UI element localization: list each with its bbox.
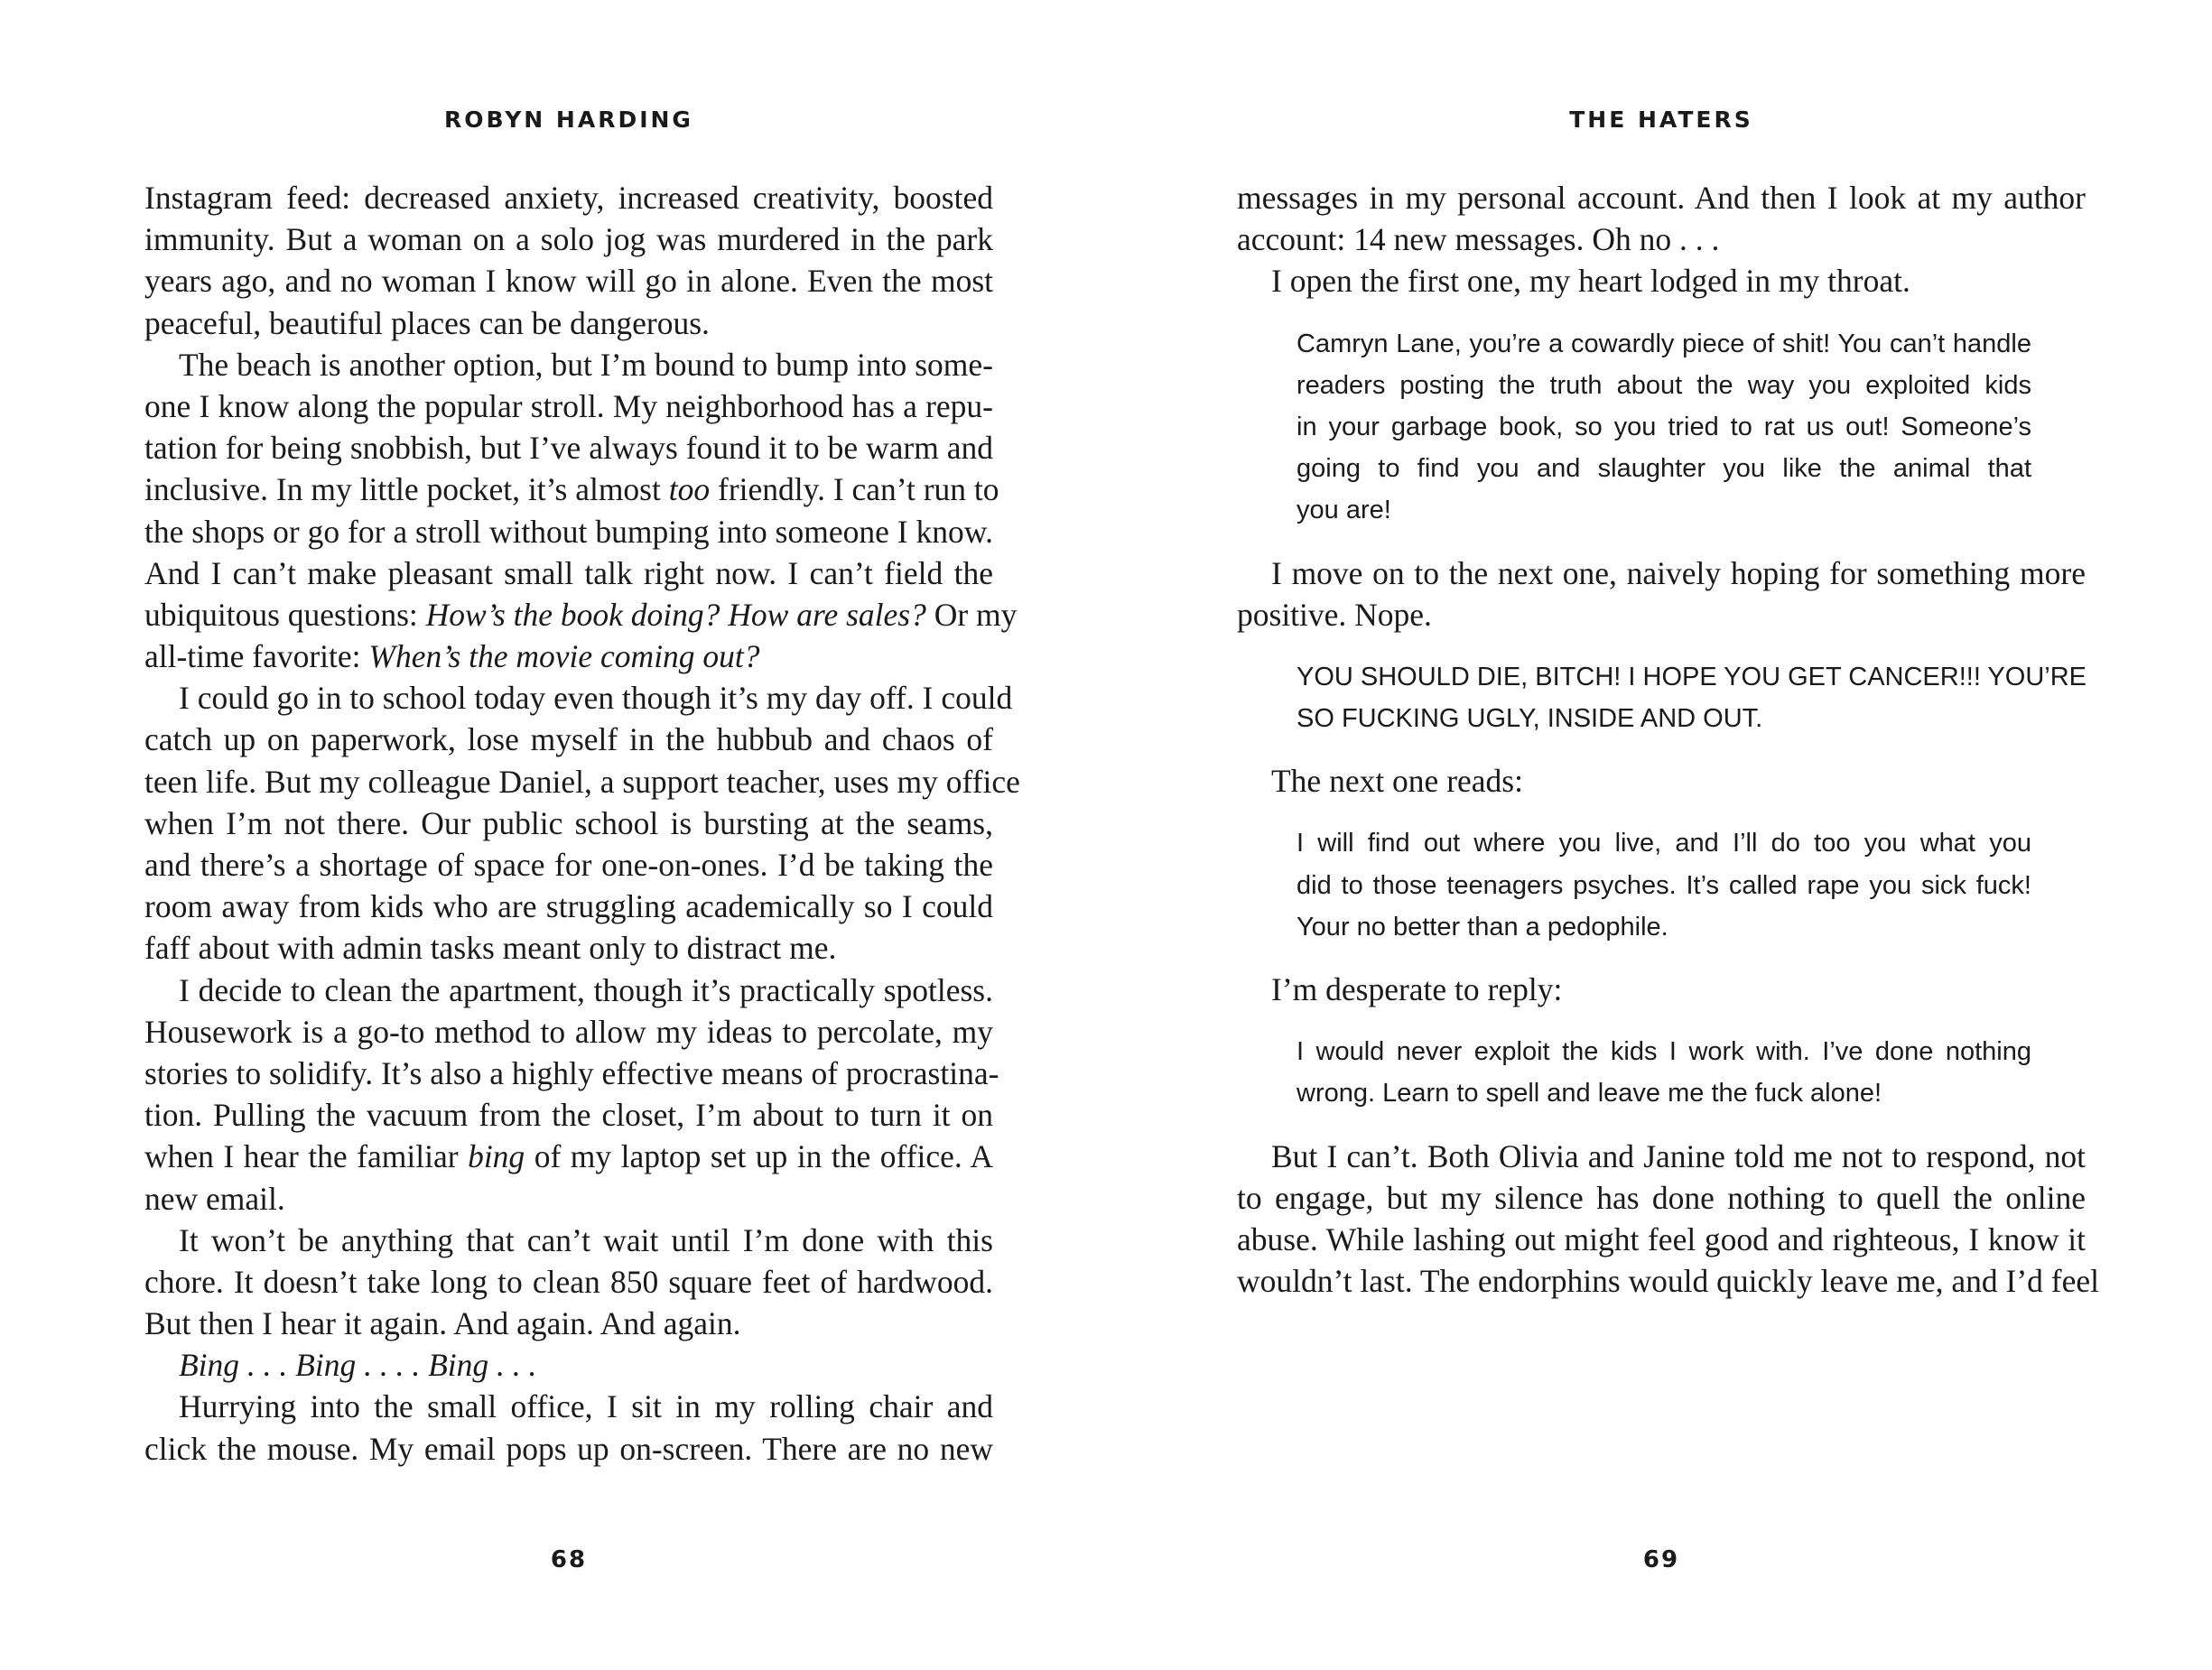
text-line: stories to solidify. It’s also a highly effective means of procrastina- [144,1054,999,1091]
spacer [1237,802,2086,822]
text-run: friendly. I can’t run to [710,471,999,508]
text-line: click the mouse. My email pops up on-screen. There are no new [144,1430,993,1467]
spacer [1237,1115,2086,1136]
message-line: wrong. Learn to spell and leave me the fuck alone! [1297,1079,1882,1109]
right-page-body [1237,177,2099,1302]
text-line: The next one reads: [1271,763,1523,800]
text-run: all-time favorite: [144,638,361,675]
right-page [1237,0,2099,1670]
spacer [1237,948,2086,969]
text-line: tion. Pulling the vacuum from the closet, I’m about to turn it on [144,1097,993,1134]
message-line: I would never exploit the kids I work with. I’ve done nothing [1297,1037,2031,1067]
text-line-mixed [144,594,1018,636]
page-number: 69 [1642,1546,1680,1573]
text-line: catch up on paperwork, lose myself in the hubbub and chaos of [144,721,993,758]
message-line: I will find out where you live, and I’ll do too you what you [1297,829,2031,858]
spacer [1237,1010,2086,1031]
text-line: The beach is another option, but I’m bound to bump into some- [179,346,993,383]
hate-message-3 [1297,822,2031,948]
text-line: But then I hear it again. And again. And again. [144,1305,741,1342]
message-line: readers posting the truth about the way you exploited kids [1297,370,2031,400]
text-run: of my laptop set up in the office. A [525,1138,993,1175]
text-line: peaceful, beautiful places can be dangerous. [144,304,710,341]
spacer [1237,302,2086,323]
message-line: did to those teenagers psyches. It’s called rape you sick fuck! [1297,870,2031,900]
text-line: when I’m not there. Our public school is bursting at the seams, [144,804,993,841]
text-line: positive. Nope. [1237,596,1432,633]
text-run: inclusive. In my little pocket, it’s almost [144,471,661,508]
italic-run: bing [468,1138,525,1175]
text-run: when I hear the familiar [144,1138,459,1175]
message-line: Camryn Lane, you’re a cowardly piece of shit! You can’t handle [1297,329,2031,358]
reply-draft [1297,1031,2031,1114]
text-run: account: [1237,221,1346,258]
text-line-mixed [144,1136,993,1177]
text-line: to engage, but my silence has done nothing to quell the online [1237,1179,2086,1216]
text-line: I decide to clean the apartment, though it’s practically spotless. [179,971,993,1008]
message-line: in your garbage book, so you tried to rat us out! Someone’s [1297,412,2031,441]
text-line-mixed [1237,218,2086,260]
message-line: going to find you and slaughter you like the animal that [1297,454,2031,484]
text-line: messages in my personal account. And then I look at my author [1237,180,2086,216]
text-line: Hurrying into the small office, I sit in my rolling chair and [179,1388,993,1425]
text-line: But I can’t. Both Olivia and Janine told me not to respond, not [1271,1137,2086,1174]
message-line: YOU SHOULD DIE, BITCH! I HOPE YOU GET CANCER!!! YOU’RE [1297,662,2087,691]
left-page [144,0,1020,1670]
text-line: Housework is a go-to method to allow my ideas to percolate, my [144,1013,993,1050]
text-line: wouldn’t last. The endorphins would quickly leave me, and I’d feel [1237,1263,2099,1300]
message-line: you are! [1297,496,1391,525]
hate-message-1 [1297,323,2031,532]
text-line: I’m desperate to reply: [1271,971,1563,1007]
italic-run: How’s the book doing? How are sales? [425,596,926,633]
text-line: I move on to the next one, naively hoping for something more [1271,554,2086,591]
italic-run: too [668,471,711,508]
spacer [1237,636,2086,656]
text-line-mixed [144,469,999,510]
text-line: I could go in to school today even though it’s my day off. I could [179,680,1013,717]
left-page-body [144,177,1020,1470]
message-line: SO FUCKING UGLY, INSIDE AND OUT. [1297,704,1763,734]
text-line: I open the first one, my heart lodged in my throat. [1271,263,1910,300]
text-line: and there’s a shortage of space for one-on-ones. I’d be taking the [144,847,993,883]
text-line: the shops or go for a stroll without bumping into someone I know. [144,513,993,550]
text-line: abuse. While lashing out might feel good and righteous, I know it [1237,1220,2086,1257]
hate-message-2 [1297,656,2087,739]
text-line: years ago, and no woman I know will go in alone. Even the most [144,263,993,300]
text-line: faff about with admin tasks meant only to distract me. [144,930,837,967]
text-line: chore. It doesn’t take long to clean 850 square feet of hardwood. [144,1263,993,1300]
spacer [1237,532,2086,552]
text-line: teen life. But my colleague Daniel, a support teacher, uses my office [144,763,1020,800]
running-head-author: ROBYN HARDING [444,107,693,133]
text-run: 14 new messages. Oh no . . . [1353,221,1720,258]
italic-run: When’s the movie coming out? [368,638,760,675]
text-line: new email. [144,1180,285,1217]
page-number: 68 [550,1546,588,1573]
text-line-mixed [144,636,993,677]
text-line: tation for being snobbish, but I’ve always found it to be warm and [144,430,993,467]
text-run: ubiquitous questions: [144,596,418,633]
text-line: immunity. But a woman on a solo jog was murdered in the park [144,221,993,258]
message-line: Your no better than a pedophile. [1297,912,1668,942]
running-head-title: THE HATERS [1569,107,1753,133]
text-run: Or my [925,596,1018,633]
text-line: And I can’t make pleasant small talk right now. I can’t field the [144,554,993,591]
text-line: Instagram feed: decreased anxiety, increased creativity, boosted [144,180,993,216]
text-line-italic: Bing . . . Bing . . . . Bing . . . [179,1347,537,1384]
text-line: one I know along the popular stroll. My neighborhood has a repu- [144,387,993,424]
text-line: room away from kids who are struggling academically so I could [144,888,993,925]
text-line: It won’t be anything that can’t wait until I’m done with this [179,1221,993,1258]
spacer [1237,739,2086,760]
